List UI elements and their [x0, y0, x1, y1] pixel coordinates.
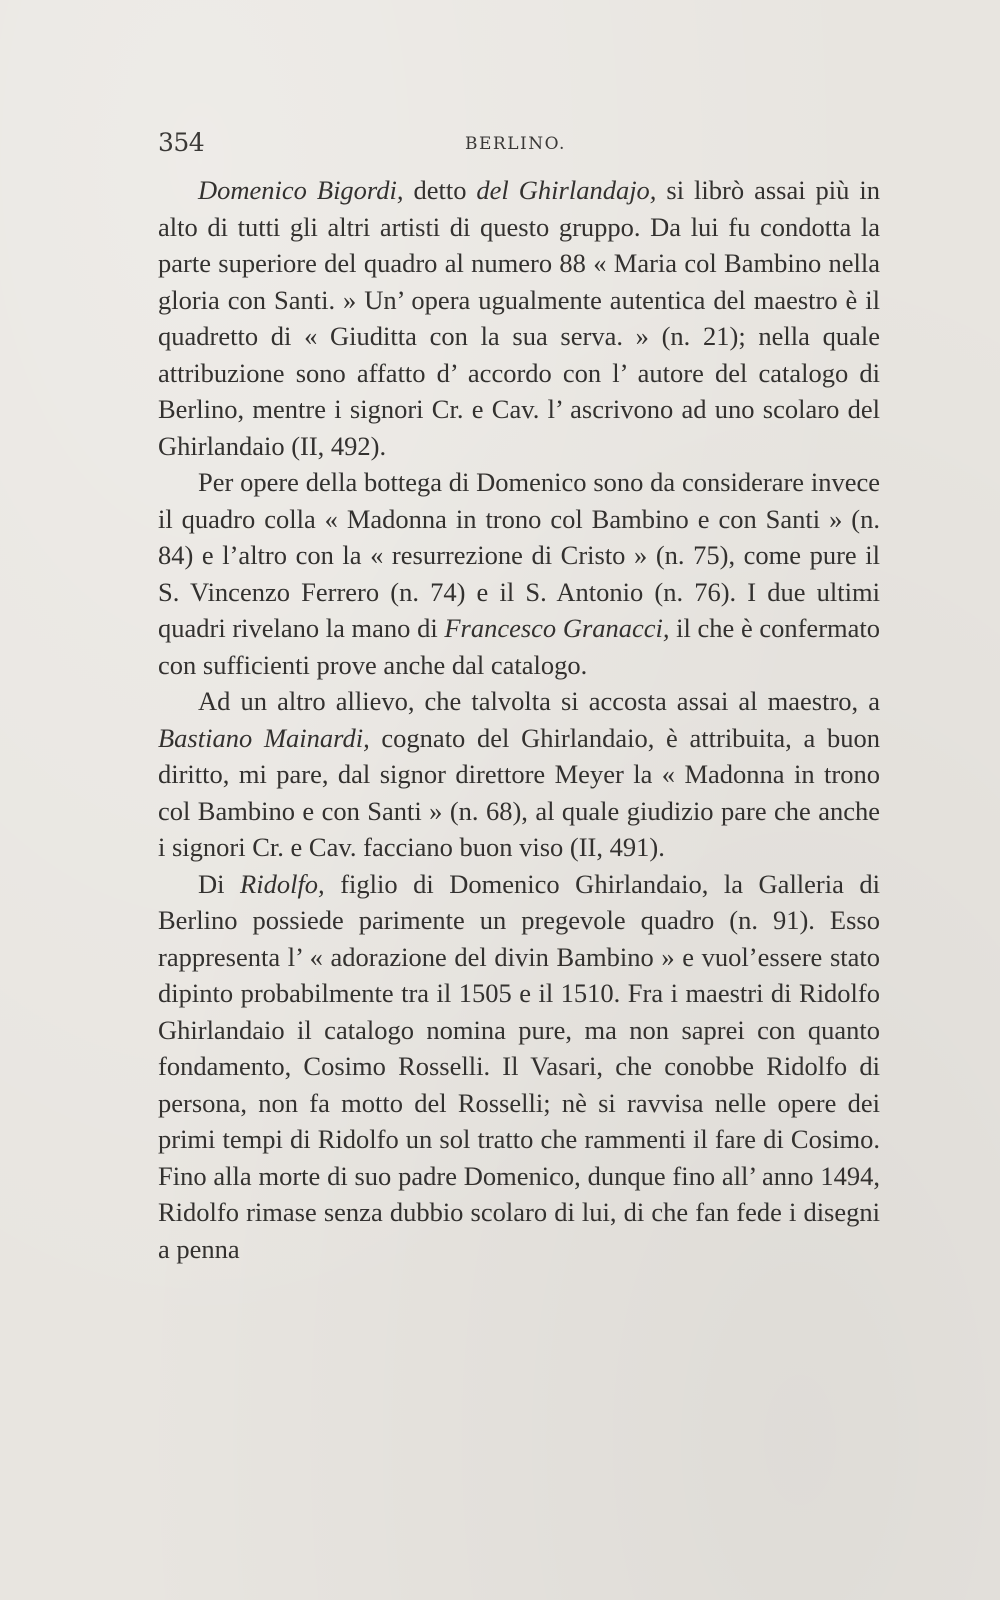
text-segment: Domenico Bigordi,	[198, 175, 404, 205]
text-segment: Bastiano Mainardi,	[158, 722, 370, 753]
text-segment: si librò assai più in alto di tutti gli altri artisti di questo gruppo. Da lui fu condotta la parte superiore del quadro al numero 88 « Maria col Bambino nella gloria con Santi. » Un’ opera ugualmente autentica del maestro è il quadretto di « Giuditta con la sua serva. » (n. 21); nella quale attribuzione sono affatto d’ accordo con l’ autore del catalogo di Berlino, mentre i signori Cr. e Cav. l’ ascrivono ad uno scolaro del Ghirlandaio (II, 492).	[158, 175, 880, 461]
text-segment: il che è confermato con sufficienti prove anche dal catalogo.	[158, 613, 881, 680]
text-segment: Ridolfo,	[240, 868, 325, 899]
paragraph-3	[158, 683, 880, 866]
body-text	[158, 172, 880, 1267]
text-segment: del Ghirlandajo,	[476, 175, 657, 205]
text-segment: Francesco Granacci,	[444, 613, 670, 643]
paragraph-1	[158, 172, 880, 464]
text-segment: Ad un altro allievo, che talvolta si accosta assai al maestro, a	[198, 686, 880, 716]
paragraph-4	[158, 866, 880, 1268]
text-segment: Per opere della bottega di Domenico sono da considerare invece il quadro colla « Madonna in trono col Bambino e con Santi » (n. 84) e l’altro con la « resurrezione di Cristo » (n. 75), come pure il S. Vincenzo Ferrero (n. 74) e il S. Antonio (n. 76). I due ultimi quadri rivelano la mano di	[158, 467, 880, 643]
text-segment: cognato del Ghirlandaio, è attribuita, a buon diritto, mi pare, dal signor direttore Meyer la « Madonna in trono col Bambino e con Santi » (n. 68), al quale giudizio pare che anche i signori Cr. e Cav. facciano buon viso (II, 491).	[158, 722, 880, 862]
page-number: 354	[158, 128, 205, 157]
text-segment: figlio di Domenico Ghirlandaio, la Galleria di Berlino possiede parimente un pregevole quadro (n. 91). Esso rappresenta l’ « adorazione del divin Bambino » e vuol’essere stato dipinto probabilmente tra il 1505 e il 1510. Fra i maestri di Ridolfo Ghirlandaio il catalogo nomina pure, ma non saprei con quanto fondamento, Cosimo Rosselli. Il Vasari, che conobbe Ridolfo di persona, non fa motto del Rosselli; nè si ravvisa nelle opere dei primi tempi di Ridolfo un sol tratto che rammenti il fare di Cosimo. Fino alla morte di suo padre Domenico, dunque fino all’ anno 1494, Ridolfo rimase senza dubbio scolaro di lui, di che fan fede i disegni a penna	[158, 868, 881, 1264]
paragraph-2	[158, 464, 880, 683]
text-segment: Di	[198, 868, 241, 899]
page-header	[158, 122, 880, 162]
text-segment: detto	[403, 175, 477, 205]
running-head: BERLINO.	[465, 134, 566, 154]
